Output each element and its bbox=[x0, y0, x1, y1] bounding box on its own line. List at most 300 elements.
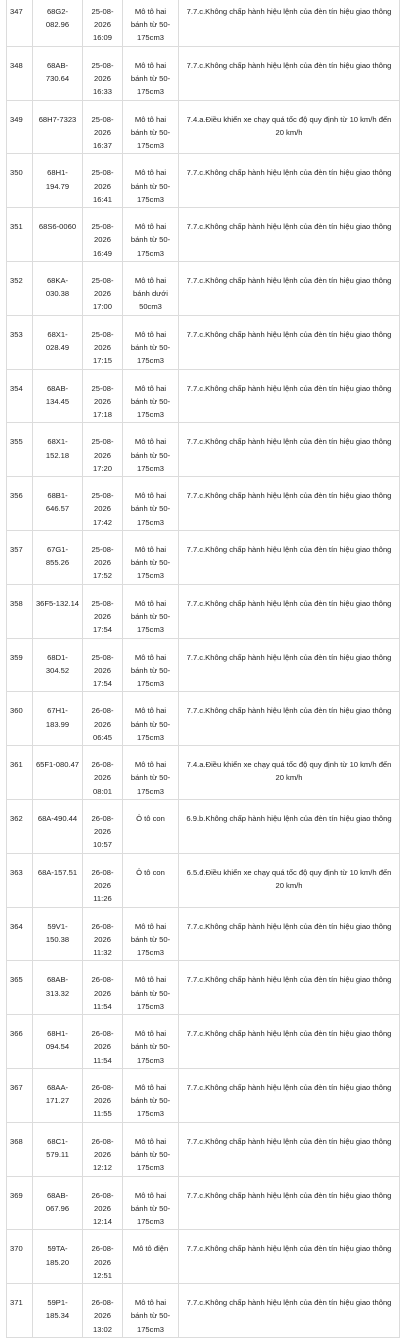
vehicle-type-line: Mô tô hai bbox=[134, 60, 167, 70]
license-plate-line: 646.57 bbox=[45, 504, 70, 514]
violation-description-cell: 7.7.c.Không chấp hành hiệu lệnh của đèn tín hiệu giao thông bbox=[179, 315, 400, 369]
violation-time-line: 2026 bbox=[94, 235, 111, 245]
vehicle-type-line: bánh từ 50- bbox=[130, 20, 171, 30]
table-row bbox=[7, 1230, 400, 1284]
violation-time-cell bbox=[83, 907, 123, 961]
vehicle-type-cell bbox=[123, 692, 179, 746]
row-number-cell: 359 bbox=[7, 638, 33, 692]
violation-time-cell bbox=[83, 1068, 123, 1122]
row-number-cell: 371 bbox=[7, 1284, 33, 1338]
violation-time-line: 2026 bbox=[94, 611, 111, 621]
table-row bbox=[7, 315, 400, 369]
vehicle-type-line: bánh từ 50- bbox=[130, 988, 171, 998]
vehicle-type-cell bbox=[123, 1068, 179, 1122]
vehicle-type-line: bánh từ 50- bbox=[130, 181, 171, 191]
license-plate-cell bbox=[33, 638, 83, 692]
license-plate-line: 68C1- bbox=[47, 1136, 68, 1146]
violation-time-line: 25-08- bbox=[91, 7, 114, 16]
vehicle-type-line: bánh từ 50- bbox=[130, 504, 171, 514]
violation-time-line: 2026 bbox=[94, 880, 111, 890]
violation-time-line: 2026 bbox=[94, 827, 111, 837]
license-plate-line: 313.32 bbox=[45, 988, 70, 998]
vehicle-type-cell bbox=[123, 1122, 179, 1176]
vehicle-type-line: 175cm3 bbox=[136, 463, 165, 473]
license-plate-line: 68AB- bbox=[46, 975, 69, 985]
violation-time-cell bbox=[83, 477, 123, 531]
violation-time-line: 2026 bbox=[94, 74, 111, 83]
vehicle-type-line: 175cm3 bbox=[136, 1001, 165, 1011]
violation-time-line: 2026 bbox=[94, 719, 111, 729]
violation-time-cell bbox=[83, 100, 123, 154]
table-row bbox=[7, 46, 400, 100]
license-plate-line: 030.38 bbox=[45, 289, 70, 299]
vehicle-type-line: 175cm3 bbox=[136, 1216, 165, 1226]
license-plate-line: 68AB- bbox=[46, 60, 69, 70]
row-number-cell: 356 bbox=[7, 477, 33, 531]
vehicle-type-line: 175cm3 bbox=[136, 678, 165, 688]
table-row bbox=[7, 907, 400, 961]
license-plate-line: 067.96 bbox=[45, 1203, 70, 1213]
license-plate-line: 68S6-0060 bbox=[38, 222, 77, 232]
violation-time-line: 2026 bbox=[94, 558, 111, 568]
vehicle-type-cell bbox=[123, 961, 179, 1015]
row-number-cell: 365 bbox=[7, 961, 33, 1015]
vehicle-type-cell bbox=[123, 907, 179, 961]
violation-time-line: 11:54 bbox=[93, 1055, 112, 1065]
table-row bbox=[7, 584, 400, 638]
vehicle-type-line: Mô tô hai bbox=[134, 975, 167, 985]
table-row bbox=[7, 530, 400, 584]
license-plate-line: 730.64 bbox=[45, 74, 70, 83]
table-row bbox=[7, 853, 400, 907]
vehicle-type-line: 175cm3 bbox=[136, 947, 165, 957]
violation-time-line: 25-08- bbox=[91, 437, 114, 447]
vehicle-type-line: 175cm3 bbox=[136, 786, 165, 796]
vehicle-type-cell bbox=[123, 315, 179, 369]
violation-time-line: 16:49 bbox=[92, 248, 112, 258]
violation-time-line: 2026 bbox=[94, 450, 111, 460]
table-row bbox=[7, 1068, 400, 1122]
license-plate-line: 082.96 bbox=[45, 20, 70, 30]
violation-time-line: 25-08- bbox=[91, 491, 114, 501]
violation-description-cell: 7.7.c.Không chấp hành hiệu lệnh của đèn tín hiệu giao thông bbox=[179, 369, 400, 423]
vehicle-type-line: bánh từ 50- bbox=[130, 719, 171, 729]
row-number-cell: 348 bbox=[7, 46, 33, 100]
license-plate-cell bbox=[33, 261, 83, 315]
row-number-cell: 363 bbox=[7, 853, 33, 907]
vehicle-type-line: Ô tô con bbox=[136, 867, 165, 877]
vehicle-type-line: Mô tô hai bbox=[134, 1136, 167, 1146]
vehicle-type-line: Mô tô hai bbox=[134, 544, 167, 554]
violation-time-line: 17:54 bbox=[92, 625, 112, 635]
violation-time-line: 16:09 bbox=[92, 33, 112, 43]
violation-time-cell bbox=[83, 423, 123, 477]
license-plate-line: 59TA- bbox=[47, 1244, 68, 1254]
table-row bbox=[7, 423, 400, 477]
vehicle-type-cell bbox=[123, 208, 179, 262]
row-number-cell: 362 bbox=[7, 799, 33, 853]
license-plate-line: 68AA- bbox=[46, 1082, 69, 1092]
violation-time-line: 2026 bbox=[94, 181, 111, 191]
violation-time-line: 17:52 bbox=[92, 571, 112, 581]
vehicle-type-line: 175cm3 bbox=[136, 517, 165, 527]
vehicle-type-line: Mô tô điện bbox=[132, 1244, 169, 1254]
license-plate-line: 67G1- bbox=[46, 544, 69, 554]
violation-description-cell: 7.7.c.Không chấp hành hiệu lệnh của đèn tín hiệu giao thông bbox=[179, 477, 400, 531]
violation-time-line: 26-08- bbox=[91, 1082, 114, 1092]
violation-time-cell bbox=[83, 1230, 123, 1284]
vehicle-type-line: bánh từ 50- bbox=[130, 1203, 171, 1213]
vehicle-type-line: 175cm3 bbox=[136, 141, 165, 150]
row-number-cell: 361 bbox=[7, 746, 33, 800]
vehicle-type-line: Mô tô hai bbox=[134, 275, 167, 285]
vehicle-type-cell bbox=[123, 0, 179, 46]
violation-description-cell: 7.4.a.Điều khiển xe chạy quá tốc độ quy định từ 10 km/h đến 20 km/h bbox=[179, 100, 400, 154]
license-plate-line: 67H1- bbox=[47, 706, 68, 716]
violation-time-cell bbox=[83, 1015, 123, 1069]
vehicle-type-cell bbox=[123, 100, 179, 154]
table-row bbox=[7, 799, 400, 853]
vehicle-type-line: bánh dưới bbox=[133, 289, 168, 299]
violation-time-line: 26-08- bbox=[91, 1029, 114, 1039]
violation-time-line: 17:15 bbox=[92, 356, 112, 366]
vehicle-type-cell bbox=[123, 530, 179, 584]
table-row bbox=[7, 638, 400, 692]
row-number-cell: 352 bbox=[7, 261, 33, 315]
vehicle-type-line: 175cm3 bbox=[136, 1324, 165, 1334]
license-plate-line: 59P1- bbox=[47, 1298, 68, 1308]
vehicle-type-line: Mô tô hai bbox=[134, 329, 167, 339]
vehicle-type-line: Mô tô hai bbox=[134, 383, 167, 393]
vehicle-type-cell bbox=[123, 46, 179, 100]
violation-time-line: 25-08- bbox=[91, 222, 114, 232]
license-plate-cell bbox=[33, 0, 83, 46]
violation-time-line: 2026 bbox=[94, 127, 111, 137]
violation-time-line: 26-08- bbox=[91, 975, 114, 985]
license-plate-line: 183.99 bbox=[45, 719, 70, 729]
violation-time-cell bbox=[83, 154, 123, 208]
vehicle-type-cell bbox=[123, 369, 179, 423]
license-plate-cell bbox=[33, 530, 83, 584]
vehicle-type-line: Mô tô hai bbox=[134, 1082, 167, 1092]
violation-time-line: 2026 bbox=[94, 1311, 111, 1321]
violation-time-line: 11:55 bbox=[93, 1109, 112, 1119]
row-number-cell: 369 bbox=[7, 1176, 33, 1230]
vehicle-type-line: 175cm3 bbox=[136, 194, 165, 204]
license-plate-cell bbox=[33, 1015, 83, 1069]
vehicle-type-line: bánh từ 50- bbox=[130, 934, 171, 944]
violation-time-line: 25-08- bbox=[91, 60, 114, 70]
vehicle-type-line: 175cm3 bbox=[136, 87, 165, 97]
vehicle-type-line: 175cm3 bbox=[136, 571, 165, 581]
vehicle-type-line: bánh từ 50- bbox=[130, 773, 171, 783]
vehicle-type-line: Mô tô hai bbox=[134, 652, 167, 662]
vehicle-type-line: bánh từ 50- bbox=[130, 450, 171, 460]
table-row bbox=[7, 961, 400, 1015]
violation-time-cell bbox=[83, 315, 123, 369]
vehicle-type-line: bánh từ 50- bbox=[130, 558, 171, 568]
license-plate-cell bbox=[33, 746, 83, 800]
license-plate-line: 185.34 bbox=[45, 1311, 70, 1321]
violation-time-line: 2026 bbox=[94, 773, 111, 783]
license-plate-line: 855.26 bbox=[45, 558, 70, 568]
license-plate-cell bbox=[33, 799, 83, 853]
license-plate-cell bbox=[33, 423, 83, 477]
violation-time-cell bbox=[83, 261, 123, 315]
license-plate-line: 68AB- bbox=[46, 1190, 69, 1200]
violation-time-line: 17:18 bbox=[92, 409, 112, 419]
vehicle-type-line: Mô tô hai bbox=[134, 7, 167, 16]
vehicle-type-line: Mô tô hai bbox=[134, 1298, 167, 1308]
violation-description-cell: 7.7.c.Không chấp hành hiệu lệnh của đèn tín hiệu giao thông bbox=[179, 1230, 400, 1284]
violation-time-line: 11:26 bbox=[93, 894, 112, 904]
license-plate-line: 65F1-080.47 bbox=[35, 760, 80, 770]
license-plate-line: 68KA- bbox=[46, 275, 69, 285]
violation-time-line: 25-08- bbox=[91, 275, 114, 285]
violations-table bbox=[6, 0, 400, 1338]
violation-time-line: 2026 bbox=[94, 665, 111, 675]
violation-time-line: 11:54 bbox=[93, 1001, 112, 1011]
violation-description-cell: 7.7.c.Không chấp hành hiệu lệnh của đèn tín hiệu giao thông bbox=[179, 584, 400, 638]
license-plate-line: 68D1- bbox=[47, 652, 68, 662]
license-plate-line: 579.11 bbox=[46, 1149, 69, 1159]
violation-description-cell: 7.7.c.Không chấp hành hiệu lệnh của đèn tín hiệu giao thông bbox=[179, 1068, 400, 1122]
violation-time-line: 12:12 bbox=[92, 1163, 112, 1173]
license-plate-line: 68H1- bbox=[47, 1029, 68, 1039]
vehicle-type-cell bbox=[123, 423, 179, 477]
table-row bbox=[7, 261, 400, 315]
violation-description-cell: 7.7.c.Không chấp hành hiệu lệnh của đèn tín hiệu giao thông bbox=[179, 692, 400, 746]
vehicle-type-line: Mô tô hai bbox=[134, 598, 167, 608]
violation-time-cell bbox=[83, 1284, 123, 1338]
vehicle-type-line: Mô tô hai bbox=[134, 222, 167, 232]
license-plate-cell bbox=[33, 853, 83, 907]
vehicle-type-line: 175cm3 bbox=[136, 33, 165, 43]
vehicle-type-cell bbox=[123, 799, 179, 853]
row-number-cell: 351 bbox=[7, 208, 33, 262]
row-number-cell: 350 bbox=[7, 154, 33, 208]
violation-description-cell: 7.7.c.Không chấp hành hiệu lệnh của đèn tín hiệu giao thông bbox=[179, 423, 400, 477]
violation-time-cell bbox=[83, 1176, 123, 1230]
violation-time-line: 17:20 bbox=[92, 463, 112, 473]
vehicle-type-line: 175cm3 bbox=[136, 1109, 165, 1119]
license-plate-line: 171.27 bbox=[45, 1096, 70, 1106]
violation-time-cell bbox=[83, 530, 123, 584]
vehicle-type-line: bánh từ 50- bbox=[130, 1149, 171, 1159]
violation-time-cell bbox=[83, 0, 123, 46]
violation-description-cell: 7.7.c.Không chấp hành hiệu lệnh của đèn tín hiệu giao thông bbox=[179, 1284, 400, 1338]
violation-time-line: 25-08- bbox=[91, 329, 114, 339]
license-plate-line: 68H7-7323 bbox=[38, 114, 77, 124]
vehicle-type-line: bánh từ 50- bbox=[130, 665, 171, 675]
violation-time-cell bbox=[83, 208, 123, 262]
license-plate-cell bbox=[33, 154, 83, 208]
violation-time-line: 16:33 bbox=[92, 87, 112, 97]
violation-time-line: 17:42 bbox=[92, 517, 112, 527]
violation-time-line: 2026 bbox=[94, 289, 111, 299]
violation-description-cell: 7.7.c.Không chấp hành hiệu lệnh của đèn tín hiệu giao thông bbox=[179, 1176, 400, 1230]
vehicle-type-line: 175cm3 bbox=[136, 409, 165, 419]
violation-description-cell: 7.7.c.Không chấp hành hiệu lệnh của đèn tín hiệu giao thông bbox=[179, 530, 400, 584]
vehicle-type-line: Mô tô hai bbox=[134, 1029, 167, 1039]
violation-time-cell bbox=[83, 961, 123, 1015]
violation-time-line: 25-08- bbox=[91, 114, 114, 124]
violation-time-line: 25-08- bbox=[91, 168, 114, 178]
table-row bbox=[7, 1176, 400, 1230]
violation-time-cell bbox=[83, 584, 123, 638]
table-row bbox=[7, 154, 400, 208]
violation-time-line: 25-08- bbox=[91, 383, 114, 393]
violation-description-cell: 6.9.b.Không chấp hành hiệu lệnh của đèn tín hiệu giao thông bbox=[179, 799, 400, 853]
table-row bbox=[7, 1015, 400, 1069]
license-plate-line: 36F5-132.14 bbox=[35, 598, 80, 608]
violation-time-line: 11:32 bbox=[93, 947, 112, 957]
license-plate-line: 68B1- bbox=[47, 491, 68, 501]
table-row bbox=[7, 1122, 400, 1176]
license-plate-cell bbox=[33, 208, 83, 262]
license-plate-line: 134.45 bbox=[45, 396, 70, 406]
license-plate-cell bbox=[33, 1230, 83, 1284]
vehicle-type-cell bbox=[123, 154, 179, 208]
violation-time-line: 26-08- bbox=[91, 1244, 114, 1254]
vehicle-type-line: 175cm3 bbox=[136, 248, 165, 258]
license-plate-line: 185.20 bbox=[45, 1257, 70, 1267]
violation-time-line: 2026 bbox=[94, 1149, 111, 1159]
license-plate-cell bbox=[33, 315, 83, 369]
license-plate-line: 68AB- bbox=[46, 383, 69, 393]
vehicle-type-line: Mô tô hai bbox=[134, 921, 167, 931]
vehicle-type-line: Mô tô hai bbox=[134, 1190, 167, 1200]
violation-time-line: 13:02 bbox=[92, 1324, 112, 1334]
vehicle-type-line: Ô tô con bbox=[136, 813, 165, 823]
vehicle-type-cell bbox=[123, 261, 179, 315]
violation-time-cell bbox=[83, 853, 123, 907]
row-number-cell: 357 bbox=[7, 530, 33, 584]
violation-time-line: 17:54 bbox=[92, 678, 112, 688]
vehicle-type-line: 175cm3 bbox=[136, 1163, 165, 1173]
violation-time-line: 2026 bbox=[94, 504, 111, 514]
violation-time-cell bbox=[83, 46, 123, 100]
violation-time-cell bbox=[83, 1122, 123, 1176]
license-plate-line: 194.79 bbox=[45, 181, 70, 191]
violation-time-line: 2026 bbox=[94, 1042, 111, 1052]
vehicle-type-line: bánh từ 50- bbox=[130, 1096, 171, 1106]
vehicle-type-cell bbox=[123, 477, 179, 531]
license-plate-cell bbox=[33, 1122, 83, 1176]
license-plate-line: 68X1- bbox=[47, 437, 68, 447]
vehicle-type-cell bbox=[123, 1230, 179, 1284]
violation-description-cell: 7.7.c.Không chấp hành hiệu lệnh của đèn tín hiệu giao thông bbox=[179, 261, 400, 315]
license-plate-line: 68A-157.51 bbox=[37, 867, 78, 877]
row-number-cell: 360 bbox=[7, 692, 33, 746]
vehicle-type-line: Mô tô hai bbox=[134, 706, 167, 716]
violation-time-cell bbox=[83, 799, 123, 853]
license-plate-line: 028.49 bbox=[45, 342, 70, 352]
violation-description-cell: 7.4.a.Điều khiển xe chạy quá tốc độ quy định từ 10 km/h đến 20 km/h bbox=[179, 746, 400, 800]
row-number-cell: 368 bbox=[7, 1122, 33, 1176]
violation-time-line: 2026 bbox=[94, 934, 111, 944]
row-number-cell: 355 bbox=[7, 423, 33, 477]
vehicle-type-cell bbox=[123, 746, 179, 800]
vehicle-type-cell bbox=[123, 1176, 179, 1230]
row-number-cell: 349 bbox=[7, 100, 33, 154]
table-row bbox=[7, 208, 400, 262]
row-number-cell: 353 bbox=[7, 315, 33, 369]
violation-time-line: 08:01 bbox=[92, 786, 112, 796]
license-plate-cell bbox=[33, 100, 83, 154]
violation-time-cell bbox=[83, 692, 123, 746]
violation-time-line: 26-08- bbox=[91, 1298, 114, 1308]
vehicle-type-cell bbox=[123, 638, 179, 692]
violation-time-line: 26-08- bbox=[91, 1136, 114, 1146]
violation-time-line: 25-08- bbox=[91, 598, 114, 608]
vehicle-type-cell bbox=[123, 1015, 179, 1069]
license-plate-line: 304.52 bbox=[45, 665, 70, 675]
license-plate-line: 68H1- bbox=[47, 168, 68, 178]
license-plate-line: 68X1- bbox=[47, 329, 68, 339]
vehicle-type-line: bánh từ 50- bbox=[130, 74, 171, 83]
violations-table-body bbox=[7, 0, 400, 1337]
violation-time-line: 2026 bbox=[94, 342, 111, 352]
violation-description-cell: 7.7.c.Không chấp hành hiệu lệnh của đèn tín hiệu giao thông bbox=[179, 961, 400, 1015]
vehicle-type-cell bbox=[123, 1284, 179, 1338]
license-plate-line: 094.54 bbox=[45, 1042, 70, 1052]
license-plate-line: 152.18 bbox=[45, 450, 70, 460]
row-number-cell: 364 bbox=[7, 907, 33, 961]
row-number-cell: 370 bbox=[7, 1230, 33, 1284]
violation-time-line: 26-08- bbox=[91, 921, 114, 931]
violation-description-cell: 7.7.c.Không chấp hành hiệu lệnh của đèn tín hiệu giao thông bbox=[179, 154, 400, 208]
violation-description-cell: 7.7.c.Không chấp hành hiệu lệnh của đèn tín hiệu giao thông bbox=[179, 0, 400, 46]
row-number-cell: 358 bbox=[7, 584, 33, 638]
violation-description-cell: 7.7.c.Không chấp hành hiệu lệnh của đèn tín hiệu giao thông bbox=[179, 46, 400, 100]
vehicle-type-line: bánh từ 50- bbox=[130, 1042, 171, 1052]
violation-description-cell: 6.5.đ.Điều khiển xe chạy quá tốc độ quy định từ 10 km/h đến 20 km/h bbox=[179, 853, 400, 907]
table-row bbox=[7, 1284, 400, 1338]
table-row bbox=[7, 746, 400, 800]
vehicle-type-line: bánh từ 50- bbox=[130, 342, 171, 352]
vehicle-type-line: Mô tô hai bbox=[134, 437, 167, 447]
vehicle-type-line: 175cm3 bbox=[136, 732, 165, 742]
violation-time-line: 2026 bbox=[94, 1096, 111, 1106]
violation-time-line: 26-08- bbox=[91, 706, 114, 716]
row-number-cell: 354 bbox=[7, 369, 33, 423]
violation-time-line: 10:57 bbox=[92, 840, 112, 850]
violation-time-line: 2026 bbox=[94, 1257, 111, 1267]
violation-description-cell: 7.7.c.Không chấp hành hiệu lệnh của đèn tín hiệu giao thông bbox=[179, 907, 400, 961]
vehicle-type-line: Mô tô hai bbox=[134, 491, 167, 501]
row-number-cell: 367 bbox=[7, 1068, 33, 1122]
vehicle-type-line: bánh từ 50- bbox=[130, 396, 171, 406]
violation-time-line: 06:45 bbox=[92, 732, 112, 742]
license-plate-line: 68A-490.44 bbox=[37, 813, 78, 823]
license-plate-cell bbox=[33, 1176, 83, 1230]
license-plate-line: 150.38 bbox=[45, 934, 70, 944]
violation-time-cell bbox=[83, 638, 123, 692]
vehicle-type-line: 175cm3 bbox=[136, 356, 165, 366]
vehicle-type-line: Mô tô hai bbox=[134, 114, 167, 124]
license-plate-cell bbox=[33, 1284, 83, 1338]
license-plate-line: 68G2- bbox=[46, 7, 69, 16]
vehicle-type-line: Mô tô hai bbox=[134, 760, 167, 770]
vehicle-type-cell bbox=[123, 853, 179, 907]
violation-time-line: 12:51 bbox=[92, 1270, 112, 1280]
violation-description-cell: 7.7.c.Không chấp hành hiệu lệnh của đèn tín hiệu giao thông bbox=[179, 1122, 400, 1176]
violation-time-line: 26-08- bbox=[91, 867, 114, 877]
vehicle-type-line: bánh từ 50- bbox=[130, 1311, 171, 1321]
license-plate-cell bbox=[33, 907, 83, 961]
violation-time-line: 26-08- bbox=[91, 813, 114, 823]
